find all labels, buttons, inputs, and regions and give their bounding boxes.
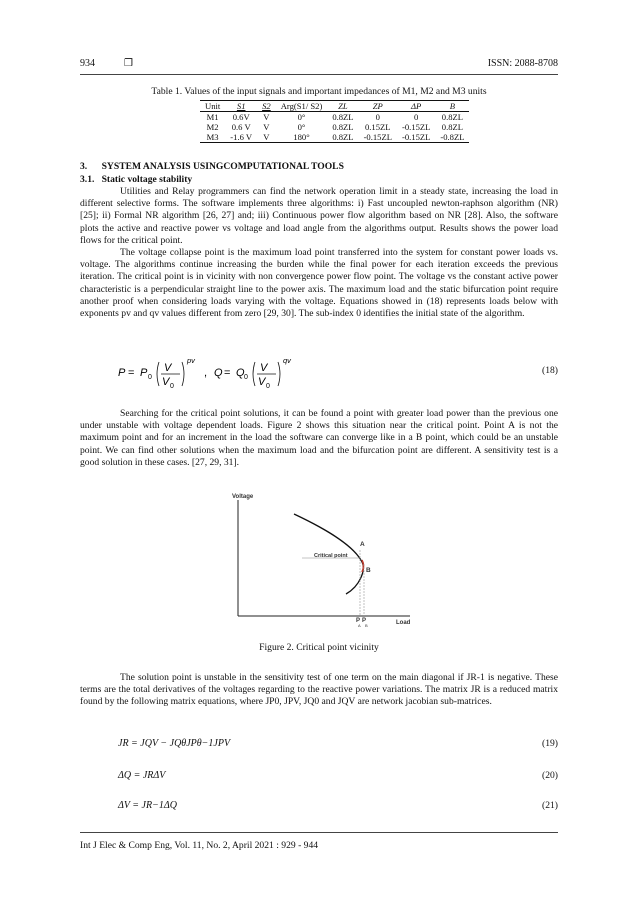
table-cell: M1 [206, 112, 219, 122]
critical-segment [362, 560, 364, 572]
table-cell: 180° [276, 132, 328, 143]
section-number: 3. [80, 161, 88, 172]
table-cell: -0.8ZL [435, 132, 469, 143]
table-row [200, 112, 469, 123]
equation-number: (20) [542, 770, 558, 781]
eq-V0: V [162, 376, 170, 388]
paragraph: Searching for the critical point solutions, it can be found a point with greater load power than the previous one under unstable with voltage dependent loads. Figure 2 shows this situation near the critical point. Point A is not the maximum point and for an increment in the load the software can converge like in a B point, which could be an unstable point. We can find other solutions when the maximum load and the bifurcation point are different. A sensitivity test is a good solution in these cases. [27, 29, 31]. [80, 408, 558, 468]
equation-19: JR = JQV − JQθJPθ−1JPV [118, 738, 231, 749]
eq-qv: qv [283, 356, 291, 365]
paragraph: The voltage collapse point is the maximum load point transferred into the system for constant power loads vs. voltage. The algorithms continue increasing the burden while the final power for each iteration exceeds the previous iteration. The critical point is in vicinity with non convergence power flow point. The voltage vs the constant active power characteristic is a perpendicular straight line to the power axis. The maximum load and the static bifurcation point require another proof when considering loads varying with the voltage. Equations showed in (18) represents loads below with exponents pv and qv values different from zero [29, 30]. The sub-index 0 identifies the initial state of the algorithm. [80, 247, 558, 320]
subsection-heading [80, 174, 192, 185]
page-number: 934 [80, 58, 95, 69]
critical-point-label: Critical point [314, 553, 348, 559]
table-cell: 0.6V [232, 112, 250, 122]
x-axis-label: Load [396, 620, 411, 626]
paragraph: Utilities and Relay programmers can find the network operation limit in a steady state, increasing the load in different selective forms. The software implements three algorithms: i) Fast uncoupled newton-raphson algorithm (NR) [25]; ii) Formal NR algorithm [26, 27] and; iii) Continuous power flow algorithm based on NR [28]. Also, the software plots the active and reactive power vs voltage and load angle from the algorithms output. Results shows the power load flows for the critical point. [80, 186, 558, 246]
table-cell: 0.8ZL [441, 122, 464, 132]
table-cell: -0.15ZL [359, 132, 397, 143]
col-zl: ZL [327, 101, 358, 112]
box-icon: ❒ [124, 58, 133, 69]
table-cell: M3 [200, 132, 225, 143]
col-s2: S2 [257, 101, 276, 112]
eq-sub0: 0 [148, 374, 152, 381]
subsection-title: Static voltage stability [101, 174, 193, 185]
eq-sub0: 0 [266, 383, 270, 390]
eq-comma: , [204, 367, 208, 379]
eq-sub0: 0 [244, 374, 248, 381]
table-cell: 0.6 V [231, 122, 251, 132]
eq-V: V [164, 362, 172, 374]
paragraph: The solution point is unstable in the sensitivity test of one term on the main diagonal if JR-1 is negative. These terms are the total derivatives of the voltages regarding to the reactive power variations. The matrix JR is a reduced matrix found by the following matrix equations, where JP0, JPV, JQ0 and JQV are network jacobian sub-matrices. [80, 672, 558, 708]
table-row [200, 132, 469, 143]
page-footer: Int J Elec & Comp Eng, Vol. 11, No. 2, April 2021 : 929 - 944 [80, 840, 319, 851]
col-unit: Unit [200, 101, 225, 112]
section-heading [80, 161, 344, 172]
eq-equals: = [224, 367, 231, 379]
table-caption: Table 1. Values of the input signals and important impedances of M1, M2 and M3 units [151, 86, 487, 97]
table-cell: 0 [375, 112, 380, 122]
eq-V0: V [258, 376, 266, 388]
section-title: SYSTEM ANALYSIS USINGCOMPUTATIONAL TOOLS [101, 161, 344, 172]
eq-P: P [118, 367, 126, 379]
eq-P0: P [140, 367, 148, 379]
table-cell: 0.8ZL [441, 112, 464, 122]
point-a-label: A [360, 541, 365, 548]
eq-sub0: 0 [170, 383, 174, 390]
table-cell: V [263, 112, 270, 122]
table-cell: -0.15ZL [401, 122, 431, 132]
pb-tick-sub: B [365, 623, 368, 628]
table-header-row [200, 101, 469, 112]
table-cell: 0.15ZL [364, 122, 391, 132]
figure-2-plot [228, 490, 418, 630]
equation-20: ΔQ = JRΔV [118, 770, 166, 781]
eq-pv: pv [187, 356, 195, 365]
table-1 [200, 100, 469, 143]
col-dp: ΔP [397, 101, 435, 112]
eq-Q: Q [214, 367, 223, 379]
col-s1: S1 [225, 101, 257, 112]
eq-equals: = [128, 367, 135, 379]
col-zp: ZP [359, 101, 397, 112]
equation-18-svg [118, 354, 318, 394]
equation-number: (21) [542, 800, 558, 811]
y-axis-label: Voltage [232, 494, 254, 500]
figure-2 [228, 490, 418, 630]
table-cell: 0.8ZL [327, 132, 358, 143]
table-cell: 0.8ZL [332, 122, 354, 132]
body-text-2 [80, 408, 558, 469]
table-cell: V [257, 132, 276, 143]
table-cell: 0° [297, 112, 306, 122]
table-cell: -0.15ZL [397, 132, 435, 143]
equation-number: (19) [542, 738, 558, 749]
equation-number: (18) [542, 365, 558, 376]
table-cell: 0° [297, 122, 306, 132]
figure-caption: Figure 2. Critical point vicinity [259, 642, 379, 653]
table-cell: V [263, 122, 270, 132]
equation-18 [118, 354, 318, 394]
col-arg: Arg(S1/ S2) [276, 101, 328, 112]
header-rule [80, 74, 558, 75]
table-cell: M2 [206, 122, 219, 132]
table-cell: -1.6 V [225, 132, 257, 143]
table-cell: 0 [414, 112, 419, 122]
pa-tick-sub: A [358, 623, 361, 628]
table-cell: 0.8ZL [332, 112, 354, 122]
pb-tick-label: P [362, 618, 367, 624]
col-b: B [435, 101, 469, 112]
table-row [200, 122, 469, 132]
issn: ISSN: 2088-8708 [487, 58, 558, 69]
body-text-3 [80, 672, 558, 709]
page-header [80, 58, 558, 72]
equation-21: ΔV = JR−1ΔQ [118, 800, 177, 811]
footer-rule [80, 832, 558, 833]
point-b-label: B [366, 567, 371, 574]
eq-V: V [260, 362, 268, 374]
pa-tick-label: P [356, 618, 361, 624]
body-text-1 [80, 186, 558, 320]
subsection-number: 3.1. [80, 174, 95, 185]
eq-Q0: Q [236, 367, 245, 379]
